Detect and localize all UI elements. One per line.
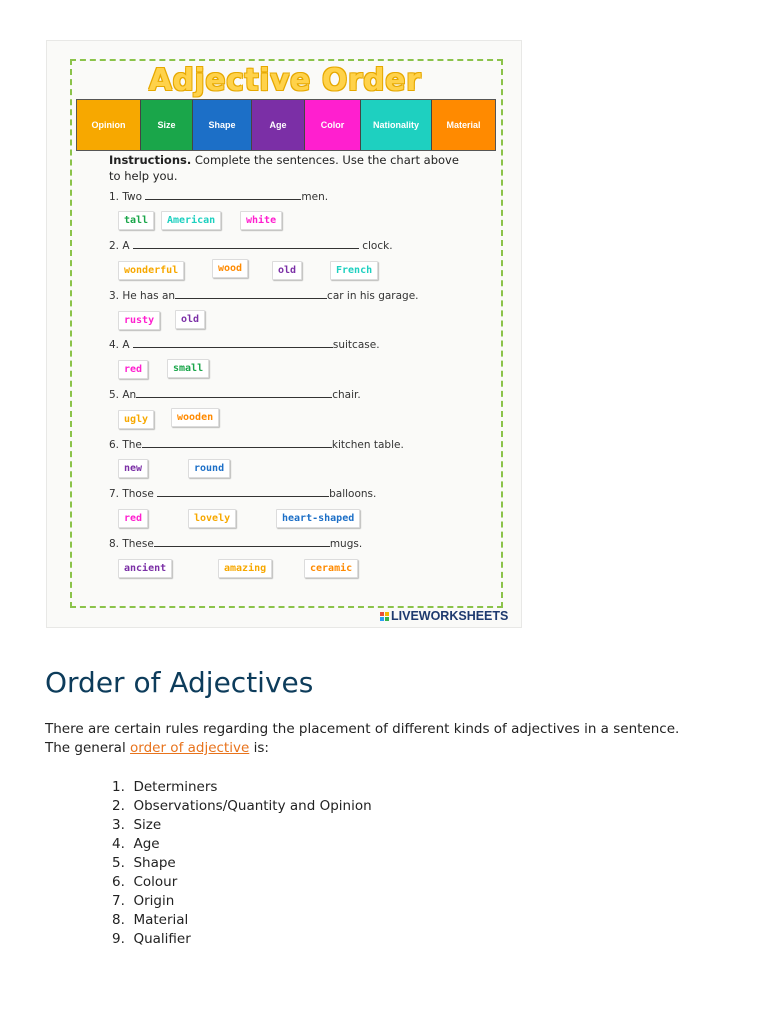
question-4-suffix: suitcase.: [332, 339, 380, 351]
word-chip[interactable]: tall: [118, 211, 154, 230]
list-item: 9. Qualifier: [112, 931, 191, 947]
list-item: 6. Colour: [112, 874, 178, 890]
order-of-adjective-link[interactable]: order of adjective: [130, 740, 250, 756]
word-chip[interactable]: wood: [212, 259, 248, 278]
paragraph-text: is:: [249, 740, 269, 756]
answer-blank[interactable]: [133, 238, 359, 249]
word-chip[interactable]: red: [118, 360, 148, 379]
word-chip[interactable]: ugly: [118, 410, 154, 429]
article-paragraph-line-1: There are certain rules regarding the placement of different kinds of adjectives in a sentence.: [45, 721, 680, 737]
word-chip[interactable]: wonderful: [118, 261, 184, 280]
article-paragraph: [45, 720, 745, 758]
list-item-text: Determiners: [133, 779, 218, 795]
word-chip[interactable]: ceramic: [304, 559, 358, 578]
worksheet-instructions: [109, 152, 469, 184]
question-3: [109, 288, 419, 302]
category-opinion: Opinion: [77, 100, 141, 150]
question-4-prefix: 4. A: [109, 339, 133, 351]
answer-blank[interactable]: [175, 288, 327, 299]
list-item-text: Origin: [133, 893, 175, 909]
question-2-suffix: clock.: [358, 240, 393, 252]
instructions-heading: Instructions.: [109, 153, 192, 167]
list-item: 1. Determiners: [112, 779, 218, 795]
answer-blank[interactable]: [157, 486, 329, 497]
worksheet-title: Adjective Order: [148, 63, 422, 98]
word-chip[interactable]: small: [167, 359, 209, 378]
word-chip[interactable]: white: [240, 211, 282, 230]
list-item-text: Colour: [133, 874, 178, 890]
liveworksheets-logo: [380, 609, 508, 623]
question-6-suffix: kitchen table.: [331, 439, 404, 451]
category-age: Age: [252, 100, 305, 150]
question-6-prefix: 6. The: [109, 439, 142, 451]
question-7-suffix: balloons.: [329, 488, 377, 500]
adjective-order-list: [112, 778, 372, 949]
question-8-prefix: 8. These: [109, 538, 154, 550]
word-chip[interactable]: new: [118, 459, 148, 478]
question-2-prefix: 2. A: [109, 240, 133, 252]
word-chip[interactable]: amazing: [218, 559, 272, 578]
list-item: 2. Observations/Quantity and Opinion: [112, 798, 372, 814]
question-5-prefix: 5. An: [109, 389, 137, 401]
answer-blank[interactable]: [133, 337, 333, 348]
question-1-prefix: 1. Two: [109, 191, 146, 203]
question-8: [109, 536, 362, 550]
liveworksheets-logo-icon: [380, 612, 389, 621]
word-chip[interactable]: old: [272, 261, 302, 280]
list-item-text: Material: [133, 912, 189, 928]
question-7-prefix: 7. Those: [109, 488, 158, 500]
list-item: 8. Material: [112, 912, 189, 928]
word-chip[interactable]: ancient: [118, 559, 172, 578]
category-material: Material: [432, 100, 495, 150]
word-chip[interactable]: wooden: [171, 408, 219, 427]
question-3-prefix: 3. He has an: [109, 290, 176, 302]
word-chip[interactable]: American: [161, 211, 221, 230]
word-chip[interactable]: old: [175, 310, 205, 329]
question-3-suffix: car in his garage.: [327, 290, 419, 302]
list-item: 4. Age: [112, 836, 160, 852]
word-chip[interactable]: red: [118, 509, 148, 528]
answer-blank[interactable]: [142, 437, 332, 448]
question-8-suffix: mugs.: [329, 538, 363, 550]
liveworksheets-logo-text: LIVEWORKSHEETS: [391, 609, 509, 623]
list-item-text: Age: [133, 836, 160, 852]
word-chip[interactable]: French: [330, 261, 378, 280]
worksheet-image: [46, 40, 522, 628]
answer-blank[interactable]: [136, 387, 332, 398]
category-color: Color: [305, 100, 361, 150]
category-nationality: Nationality: [361, 100, 432, 150]
list-item: 5. Shape: [112, 855, 176, 871]
answer-blank[interactable]: [154, 536, 330, 547]
instructions-text: Complete the sentences. Use the chart above to help you.: [109, 153, 459, 183]
list-item-text: Observations/Quantity and Opinion: [133, 798, 372, 814]
list-item-text: Qualifier: [133, 931, 191, 947]
question-5: [109, 387, 361, 401]
article-title: Order of Adjectives: [45, 666, 314, 699]
question-5-suffix: chair.: [332, 389, 361, 401]
question-2: [109, 238, 393, 252]
list-item: 7. Origin: [112, 893, 175, 909]
article-paragraph-line-2: [45, 739, 745, 758]
question-4: [109, 337, 380, 351]
paragraph-text: The general: [45, 740, 131, 756]
answer-blank[interactable]: [145, 189, 301, 200]
word-chip[interactable]: lovely: [188, 509, 236, 528]
word-chip[interactable]: heart-shaped: [276, 509, 360, 528]
list-item-text: Shape: [133, 855, 176, 871]
word-chip[interactable]: round: [188, 459, 230, 478]
list-item: 3. Size: [112, 817, 162, 833]
question-7: [109, 486, 376, 500]
word-chip[interactable]: rusty: [118, 311, 160, 330]
category-size: Size: [141, 100, 193, 150]
question-1-suffix: men.: [301, 191, 329, 203]
category-chart: [76, 99, 496, 151]
category-shape: Shape: [193, 100, 252, 150]
question-1: [109, 189, 328, 203]
list-item-text: Size: [133, 817, 162, 833]
question-6: [109, 437, 404, 451]
